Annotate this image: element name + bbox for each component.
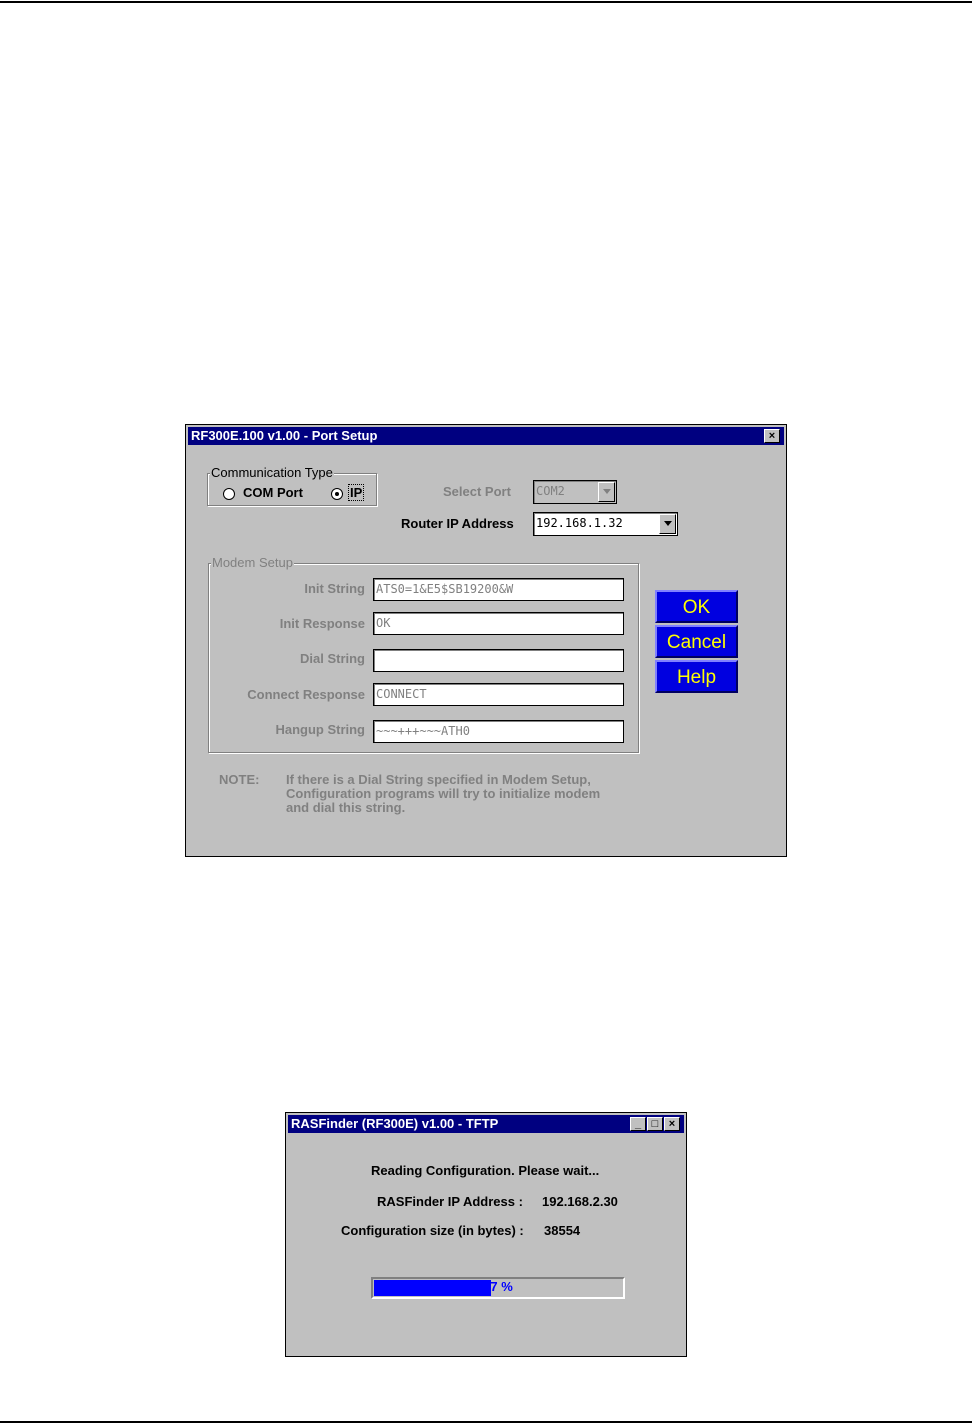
config-size-value: 38554 [544,1223,581,1238]
init-response-field[interactable]: OK [373,612,624,635]
modem-setup-group [208,555,639,753]
chevron-down-icon[interactable] [659,514,676,534]
com-port-radio[interactable] [223,488,235,500]
note-line: If there is a Dial String specified in Modem Setup, [286,772,591,787]
hangup-string-field[interactable]: ~~~+++~~~ATH0 [373,720,624,743]
config-size-label: Configuration size (in bytes) : [341,1223,524,1238]
router-ip-combo[interactable]: 192.168.1.32 [533,512,678,536]
select-port-combo[interactable]: COM2 [533,480,617,504]
router-ip-label: Router IP Address [401,516,514,531]
ip-address-value: 192.168.2.30 [542,1194,618,1209]
help-button[interactable]: Help [655,660,738,693]
page-bottom-rule [0,1421,972,1423]
port-setup-dialog [185,424,787,857]
note-line: and dial this string. [286,800,406,815]
cancel-button[interactable]: Cancel [655,625,738,658]
init-response-label: Init Response [279,616,365,631]
ip-label[interactable]: IP [350,485,363,500]
page-top-rule [0,1,972,3]
chevron-down-icon[interactable] [598,482,615,502]
close-icon[interactable]: × [764,429,780,443]
tftp-dialog [285,1112,687,1357]
note-text [286,773,600,815]
maximize-icon[interactable]: □ [647,1117,663,1131]
ip-radio[interactable] [331,488,343,500]
window-title: RF300E.100 v1.00 - Port Setup [191,428,378,443]
communication-type-legend: Communication Type [211,465,333,480]
dial-string-field[interactable] [373,649,624,672]
window-title: RASFinder (RF300E) v1.00 - TFTP [291,1116,499,1131]
progress-text: 47 % [483,1279,513,1294]
ip-address-label: RASFinder IP Address : [377,1194,523,1209]
dial-string-label: Dial String [299,651,365,666]
minimize-icon[interactable]: _ [630,1117,646,1131]
title-bar [188,427,784,445]
note-line: Configuration programs will try to initialize modem [286,786,601,801]
communication-type-group [207,465,377,506]
title-bar [288,1115,684,1133]
note-label: NOTE: [219,772,260,787]
init-string-field[interactable]: ATS0=1&E5$SB19200&W [373,578,624,601]
close-icon[interactable]: × [664,1117,680,1131]
select-port-label: Select Port [443,484,511,499]
progress-bar [371,1277,625,1299]
connect-response-field[interactable]: CONNECT [373,683,624,706]
connect-response-label: Connect Response [247,687,365,702]
init-string-label: Init String [304,581,365,596]
modem-setup-legend: Modem Setup [212,555,293,570]
ok-button[interactable]: OK [655,590,738,623]
status-text: Reading Configuration. Please wait... [371,1163,600,1178]
hangup-string-label: Hangup String [275,722,365,737]
com-port-label[interactable]: COM Port [243,485,303,500]
